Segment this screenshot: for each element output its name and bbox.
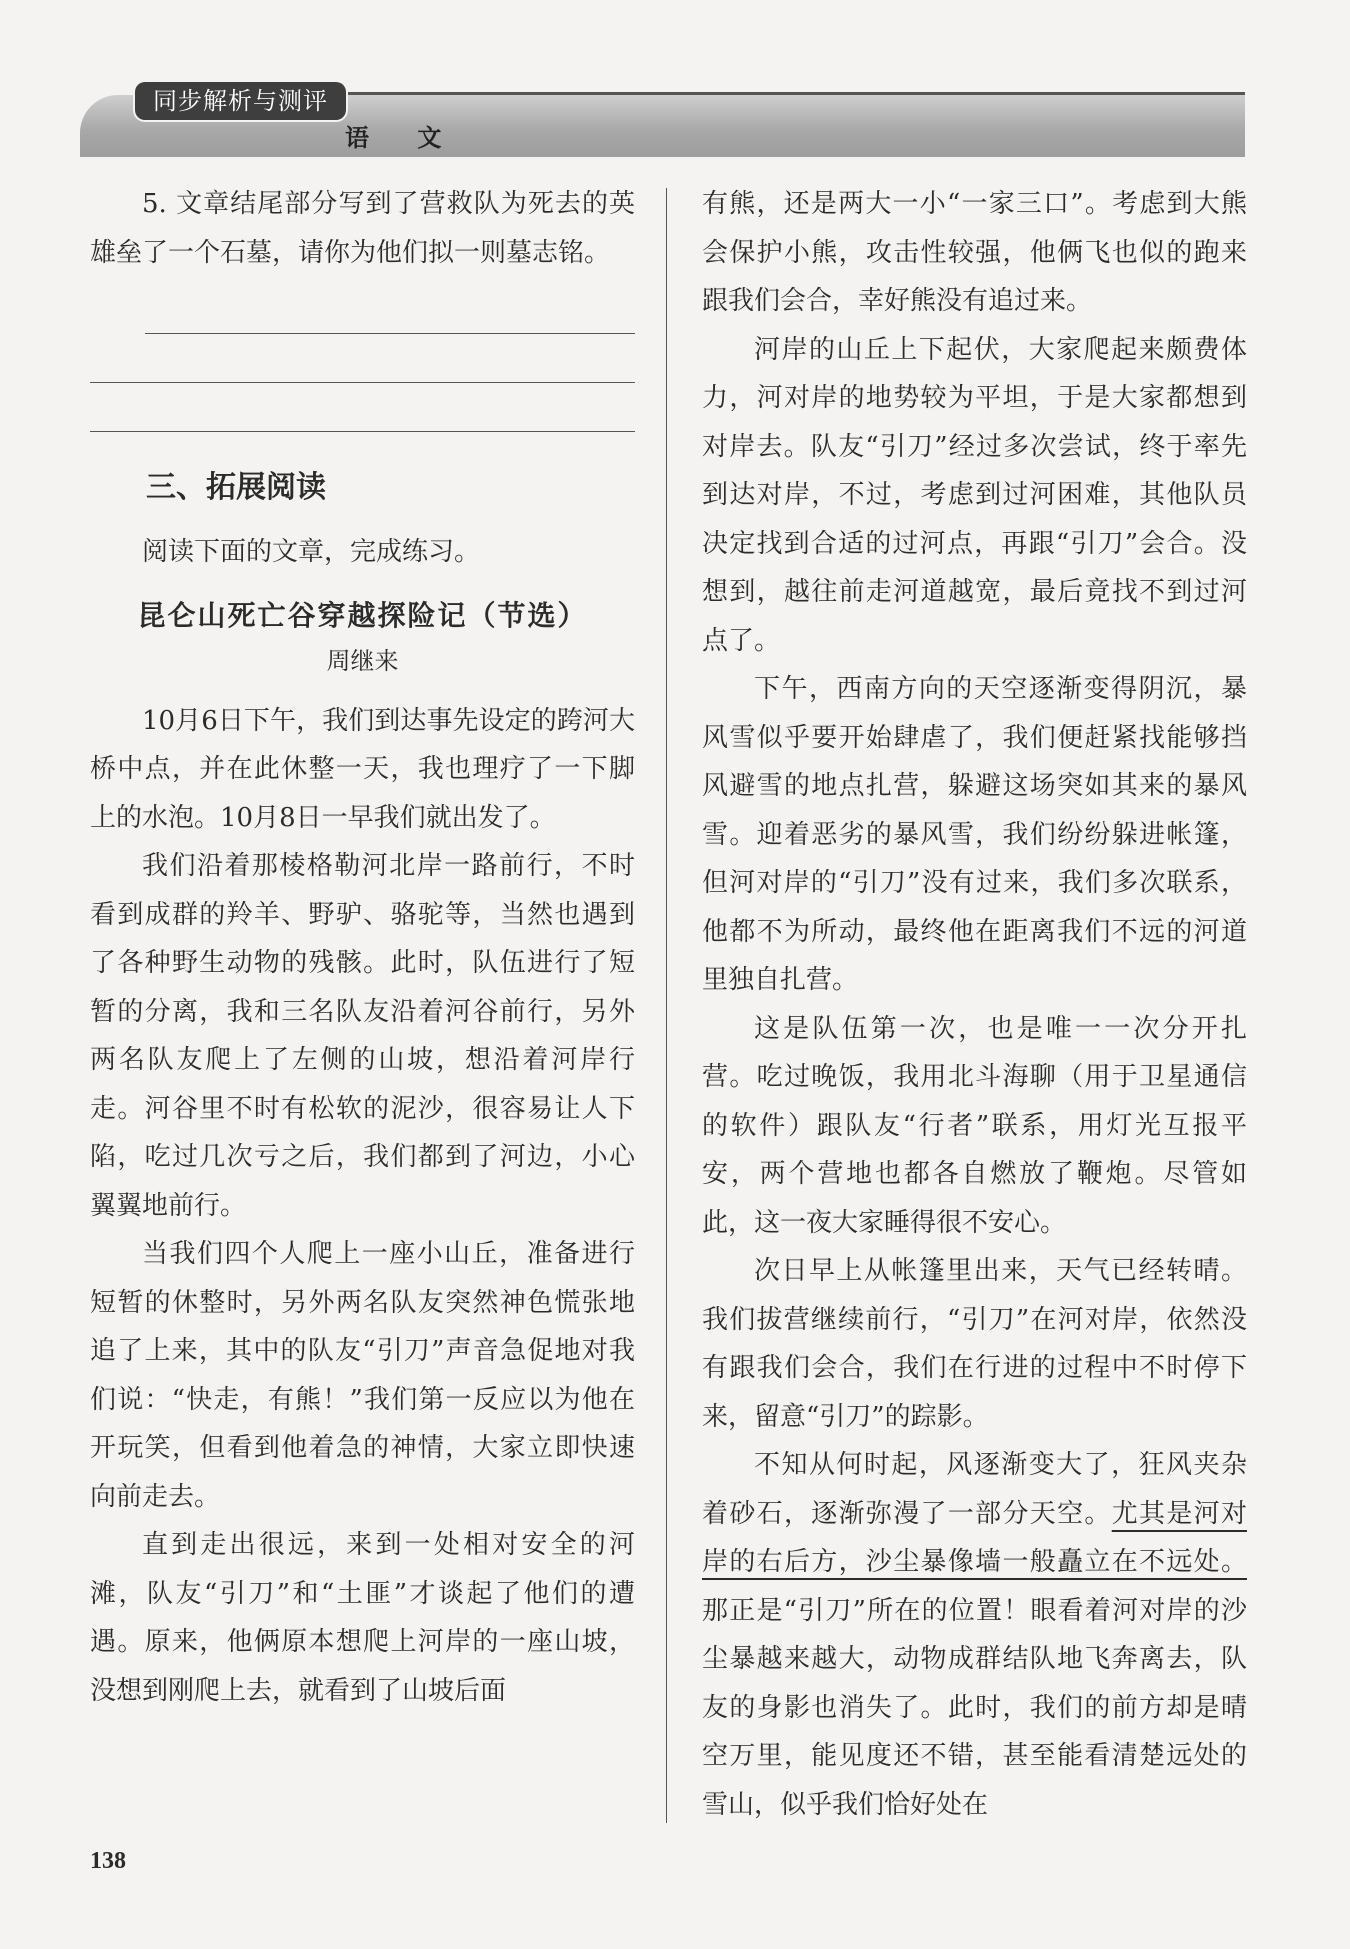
- series-title: 同步解析与测评: [135, 82, 346, 120]
- answer-line-1[interactable]: [145, 287, 635, 334]
- page-number: 138: [90, 1848, 126, 1874]
- right-column: [702, 180, 1247, 1829]
- article-author: 周继来: [326, 646, 399, 675]
- text-segment: 不知从何时起，风逐渐变大了，狂风夹杂着砂石，逐渐弥漫了一部分天空。: [702, 1450, 1247, 1529]
- section-instruction: 阅读下面的文章，完成练习。: [142, 537, 481, 567]
- article-title: 昆仑山死亡谷穿越探险记（节选）: [137, 598, 588, 632]
- answer-line-3[interactable]: [90, 385, 635, 432]
- question-5: 5. 文章结尾部分写到了营救队为死去的英雄垒了一个石墓，请你为他们拟一则墓志铭。: [90, 189, 635, 268]
- answer-line-2[interactable]: [90, 336, 635, 383]
- left-column: [90, 180, 635, 1715]
- paragraph: 有熊，还是两大一小“一家三口”。考虑到大熊会保护小熊，攻击性较强，他俩飞也似的跑来跟我们会合，幸好熊没有追过来。: [702, 189, 1247, 316]
- paragraph: 我们沿着那棱格勒河北岸一路前行，不时看到成群的羚羊、野驴、骆驼等，当然也遇到了各种野生动物的残骸。此时，队伍进行了短暂的分离，我和三名队友沿着河谷前行，另外两名队友爬上了左侧的山坡，想沿着河岸行走。河谷里不时有松软的泥沙，很容易让人下陷，吃过几次亏之后，我们都到了河边，小心翼翼地前行。: [90, 851, 635, 1221]
- paragraph: 河岸的山丘上下起伏，大家爬起来颇费体力，河对岸的地势较为平坦，于是大家都想到对岸去。队友“引刀”经过多次尝试，终于率先到达对岸，不过，考虑到过河困难，其他队员决定找到合适的过河点，再跟“引刀”会合。没想到，越往前走河道越宽，最后竟找不到过河点了。: [702, 334, 1247, 656]
- paragraph: 这是队伍第一次，也是唯一一次分开扎营。吃过晚饭，我用北斗海聊（用于卫星通信的软件）跟队友“行者”联系，用灯光互报平安，两个营地也都各自燃放了鞭炮。尽管如此，这一夜大家睡得很不安心。: [702, 1013, 1247, 1238]
- subject-label: 语 文: [345, 124, 462, 152]
- paragraph: 下午，西南方向的天空逐渐变得阴沉，暴风雪似乎要开始肆虐了，我们便赶紧找能够挡风避雪的地点扎营，躲避这场突如其来的暴风雪。迎着恶劣的暴风雪，我们纷纷躲进帐篷，但河对岸的“引刀”没有过来，我们多次联系，他都不为所动，最终他在距离我们不远的河道里独自扎营。: [702, 674, 1247, 995]
- paragraph: 直到走出很远，来到一处相对安全的河滩，队友“引刀”和“土匪”才谈起了他们的遭遇。原来，他俩原本想爬上河岸的一座山坡，没想到刚爬上去，就看到了山坡后面: [90, 1530, 635, 1706]
- paragraph: 次日早上从帐篷里出来，天气已经转晴。我们拔营继续前行，“引刀”在河对岸，依然没有跟我们会合，我们在行进的过程中不时停下来，留意“引刀”的踪影。: [702, 1256, 1247, 1432]
- paragraph-last: [702, 1441, 1247, 1829]
- text-segment: 那正是“引刀”所在的位置！眼看着河对岸的沙尘暴越来越大，动物成群结队地飞奔离去，队友的身影也消失了。此时，我们的前方却是晴空万里，能见度还不错，甚至能看清楚远处的雪山，似乎我们恰好处在: [702, 1595, 1247, 1820]
- underlined-sentence: 尤其是河对岸的右后方，沙尘暴像墙一般矗立在不远处。: [702, 1498, 1247, 1577]
- paragraph: 10月6日下午，我们到达事先设定的跨河大桥中点，并在此休整一天，我也理疗了一下脚上的水泡。10月8日一早我们就出发了。: [90, 705, 635, 833]
- column-divider: [666, 188, 667, 1823]
- paragraph: 当我们四个人爬上一座小山丘，准备进行短暂的休整时，另外两名队友突然神色慌张地追了上来，其中的队友“引刀”声音急促地对我们说：“快走，有熊！”我们第一反应以为他在开玩笑，但看到他着急的神情，大家立即快速向前走去。: [90, 1239, 635, 1512]
- section-title: 三、拓展阅读: [146, 470, 326, 505]
